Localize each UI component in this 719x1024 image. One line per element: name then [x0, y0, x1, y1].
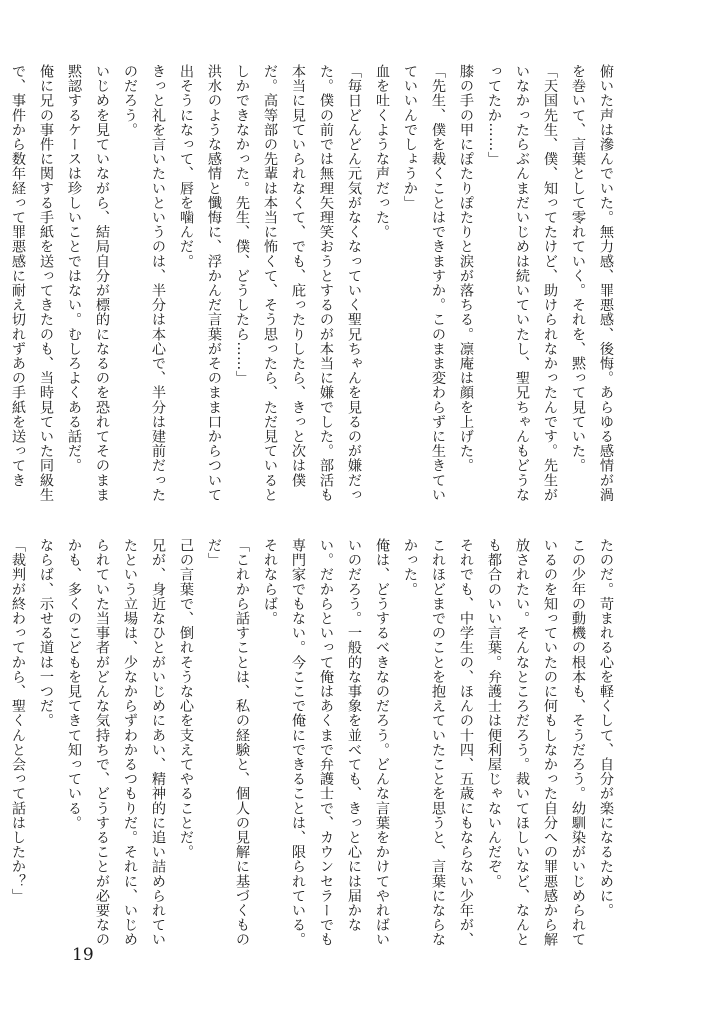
paragraph: 俯いた声は滲んでいた。無力感、罪悪感、後悔。あらゆる感情が渦を巻いて、言葉として零れていく。それを、黙って見ていた。 — [570, 64, 614, 502]
dialogue-line: 「天国先生、僕、知ってたけど、助けられなかったんです。先生がいなかったらぶんまだいじめは続いていたし、聖兄ちゃんもどうなってたか……」 — [486, 64, 558, 502]
dialogue-line: 「毎日どんどん元気がなくなっていく聖兄ちゃんを見るのが嫌だった。僕の前では無理矢理笑おうとするのが本当に嫌でした。部活も本当に見ていられなくて、でも、庇ったりしたら、きっと次は僕だ。高等部の先輩は本当に怖くて、そう思ったら、ただ見ているとしかできなかった。先生、僕、どうしたら……」 — [234, 64, 362, 502]
paragraph: たのだ。苛まれる心を軽くして、自分が楽になるために。 — [598, 538, 614, 918]
paragraph: きっと礼を言いたいというのは、半分は本心で、半分は建前だったのだろう。 — [122, 64, 166, 502]
dialogue-line: 「裁判が終わってから、聖くんと会って話はしたか？」 — [10, 538, 26, 903]
page-number: 19 — [72, 945, 94, 965]
paragraph: 膝の手の甲にぽたりぽたりと涙が落ちる。凛庵は顔を上げた。 — [458, 64, 474, 473]
paragraph: ならば、示せる道は一つだ。 — [38, 538, 54, 728]
dialogue-line: 「先生、僕を裁くことはできますか。このまま変わらずに生きていていいんでしょうか」 — [402, 64, 446, 502]
text-block-lower — [10, 538, 620, 958]
dialogue-line — [0, 538, 4, 958]
paragraph: 兄が、身近なひとがいじめにあい、精神的に追い詰められていたという立場は、少なからずわかるつもりだ。それに、いじめられていた当事者がどんな気持ちで、どうすることが必要なのかも、多くのこどもを見てきて知っている。 — [66, 538, 166, 947]
text-block-upper — [10, 64, 620, 512]
paragraph: 血を吐くような声だった。 — [374, 64, 390, 240]
paragraph: 俺は、どうするべきなのだろう。どんな言葉をかけてやればいいのだろう。一般的な事象を並べても、きっと心には届かない。だからといって俺はあくまで弁護士で、カウンセラーでも専門家でもない。今ここで俺にできることは、限られている。それならば。 — [262, 538, 390, 947]
paragraph: いじめを見ていながら、結局自分が標的になるのを恐れてそのまま黙認するケースは珍しいことではない。むしろよくある話だ。 — [66, 64, 110, 502]
paragraph: 己の言葉で、倒れそうな心を支えてやることだ。 — [178, 538, 194, 860]
dialogue-line: 「これから話すことは、私の経験と、個人の見解に基づくものだ」 — [206, 538, 250, 947]
paragraph: この少年の動機の根本も、そうだろう。幼馴染がいじめられているのを知っていたのに何もしなかった自分への罪悪感から解放されたい。そんなところだろう。裁いてほしいなど、なんとも都合のいい言葉。弁護士は便利屋じゃないんだぞ。 — [486, 538, 586, 947]
paragraph: 俺に兄の事件に関する手紙を送ってきたのも、当時見ていた同級生で、事件から数年経って罪悪感に耐え切れずあの手紙を送ってき — [10, 64, 54, 502]
paragraph: それでも、中学生の、ほんの十四、五歳にもならない少年が、これほどまでのことを抱えていたことを思うと、言葉にならなかった。 — [402, 538, 474, 947]
paragraph: 洪水のような感情と懺悔に、浮かんだ言葉がそのまま口からついて出そうになって、唇を噛んだ。 — [178, 64, 222, 502]
